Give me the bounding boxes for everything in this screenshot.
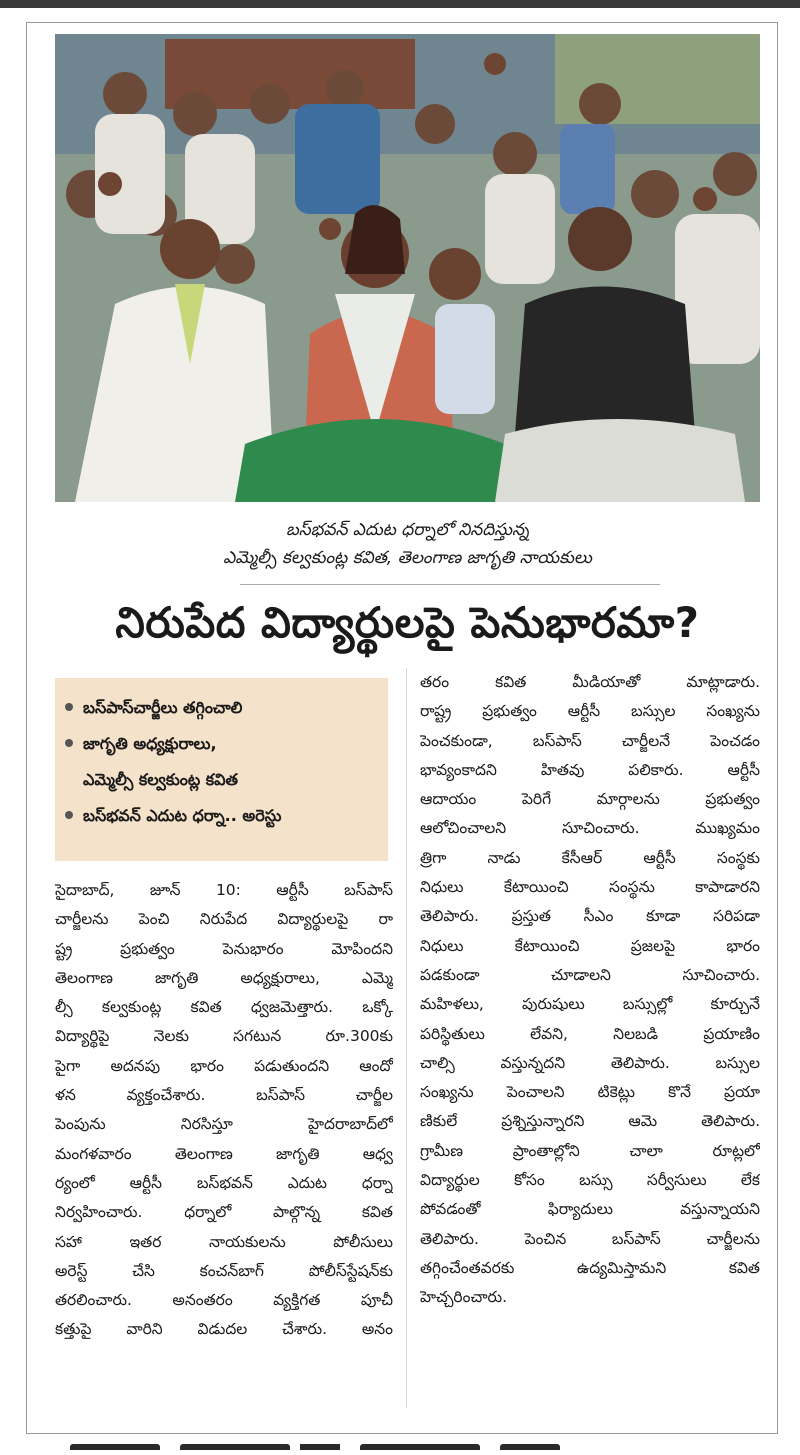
photo-caption-line-1: బస్‌భవన్ ఎదుట ధర్నాలో నినదిస్తున్న [285, 520, 530, 540]
text-line: భావ్యంకాదని హితవు పలికారు. ఆర్టీసీ [420, 760, 760, 779]
text-line: రాష్ట్ర ప్రభుత్వం ఆర్టీసీ బస్సుల సంఖ్యను [420, 702, 760, 721]
text-line: సైదాబాద్, జూన్ 10: ఆర్టీసీ బస్‌పాస్ [55, 881, 393, 899]
text-line: త్రిగా నాడు కేసీఆర్ ఆర్టీసీ సంస్థకు [420, 848, 760, 867]
caption-divider [240, 584, 660, 585]
text-line: చాల్సి వస్తున్నదని తెలిపారు. బస్సుల [420, 1053, 760, 1072]
column-divider [406, 668, 407, 1408]
top-rule [0, 0, 800, 8]
article-body-left-column [55, 876, 393, 1345]
text-line: పెంపును నిరసిస్తూ హైదరాబాద్‌లో [55, 1115, 393, 1134]
text-line: పెంచకుండా, బస్‌పాస్ చార్జీలనే పెంచడం [420, 731, 760, 750]
text-line: గ్రామీణ ప్రాంతాల్లోని చాలా రూట్లలో [420, 1141, 760, 1160]
text-line: నిర్వహించారు. ధర్నాలో పాల్గొన్న కవిత [55, 1203, 393, 1222]
text-line: హెచ్చరించారు. [420, 1288, 508, 1307]
text-line: తగ్గించేంతవరకు ఉద్యమిస్తామని కవిత [420, 1258, 760, 1277]
text-line: పోవడంతో ఫిర్యాదులు వస్తున్నాయని [420, 1200, 760, 1219]
text-line: కత్తుపై వారిని విడుదల చేశారు. అనం [55, 1320, 393, 1339]
text-line: విద్యార్థిపై నెలకు సగటున రూ.300కు [55, 1027, 393, 1046]
text-line: తెలిపారు. పెంచిన బస్‌పాస్ చార్జీలను [420, 1229, 760, 1248]
bullet-icon [65, 703, 73, 711]
text-line: మహిళలు, పురుషులు బస్సుల్లో కూర్చునే [420, 995, 760, 1014]
photo-caption-line-2: ఎమ్మెల్సీ కల్వకుంట్ల కవిత, తెలంగాణ జాగృతి నాయకులు [223, 548, 592, 568]
text-line: పరిస్థితులు లేవని, నిలబడి ప్రయాణిం [420, 1024, 760, 1043]
next-article-cutoff [0, 1444, 800, 1455]
highlight-item-continued: ఎమ్మెల్సీ కల్వకుంట్ల కవిత [83, 770, 238, 789]
text-line: పైగా అదనపు భారం పడుతుందని ఆందో [55, 1056, 393, 1075]
highlights-box [55, 678, 388, 861]
bullet-icon [65, 811, 73, 819]
text-line: సహా ఇతర నాయకులను పోలీసులు [55, 1232, 393, 1251]
text-line: తరలించారు. అనంతరం వ్యక్తిగత పూచీ [55, 1291, 393, 1310]
text-line: ళన వ్యక్తంచేశారు. బస్‌పాస్ చార్జీల [55, 1086, 393, 1105]
article-headline: నిరుపేద విద్యార్థులపై పెనుభారమా? [115, 598, 700, 647]
text-line: నిధులు కేటాయించి ప్రజలపై భారం [420, 936, 760, 955]
bullet-icon [65, 739, 73, 747]
text-line: సంఖ్యను పెంచాలని టికెట్లు కొనే ప్రయా [420, 1083, 760, 1102]
text-line: ణికులే ప్రశ్నిస్తున్నారని ఆమె తెలిపారు. [420, 1112, 760, 1131]
protest-photo [55, 34, 760, 502]
highlight-item: బస్‌పాస్‌చార్జీలు తగ్గించాలి [65, 690, 380, 726]
text-line: అరెస్ట్ చేసి కంచన్‌బాగ్ పోలీస్‌స్టేషన్‌కు [55, 1261, 393, 1280]
text-line: పడకుండా చూడాలని సూచించారు. [420, 965, 760, 984]
text-line: ల్సీ కల్వకుంట్ల కవిత ధ్వజమెత్తారు. ఒక్కో [55, 998, 393, 1017]
text-line: తెలంగాణ జాగృతి అధ్యక్షురాలు, ఎమ్మె [55, 968, 393, 987]
text-line: తరం కవిత మీడియాతో మాట్లాడారు. [420, 673, 760, 691]
text-line: చార్జీలను పెంచి నిరుపేద విద్యార్థులపై రా [55, 910, 393, 929]
text-line: తెలిపారు. ప్రస్తుత సీఎం కూడా సరిపడా [420, 907, 760, 926]
text-line: ఆదాయం పెరిగే మార్గాలను ప్రభుత్వం [420, 790, 760, 809]
article-body-right-column [420, 668, 760, 1313]
highlight-item: జాగృతి అధ్యక్షురాలు, [65, 726, 380, 762]
text-line: మంగళవారం తెలంగాణ జాగృతి ఆధ్వ [55, 1144, 393, 1163]
text-line: విద్యార్థుల కోసం బస్సు సర్వీసులు లేక [420, 1171, 760, 1190]
text-line: ర్యంలో ఆర్టీసీ బస్‌భవన్ ఎదుట ధర్నా [55, 1173, 393, 1192]
text-line: ఆలోచించాలని సూచించారు. ముఖ్యమం [420, 819, 760, 838]
text-line: నిధులు కేటాయించి సంస్థను కాపాడారని [420, 878, 760, 897]
text-line: ష్ట్ర ప్రభుత్వం పెనుభారం మోపిందని [55, 939, 393, 958]
highlight-item: బస్‌భవన్ ఎదుట ధర్నా.. అరెస్టు [65, 798, 380, 834]
